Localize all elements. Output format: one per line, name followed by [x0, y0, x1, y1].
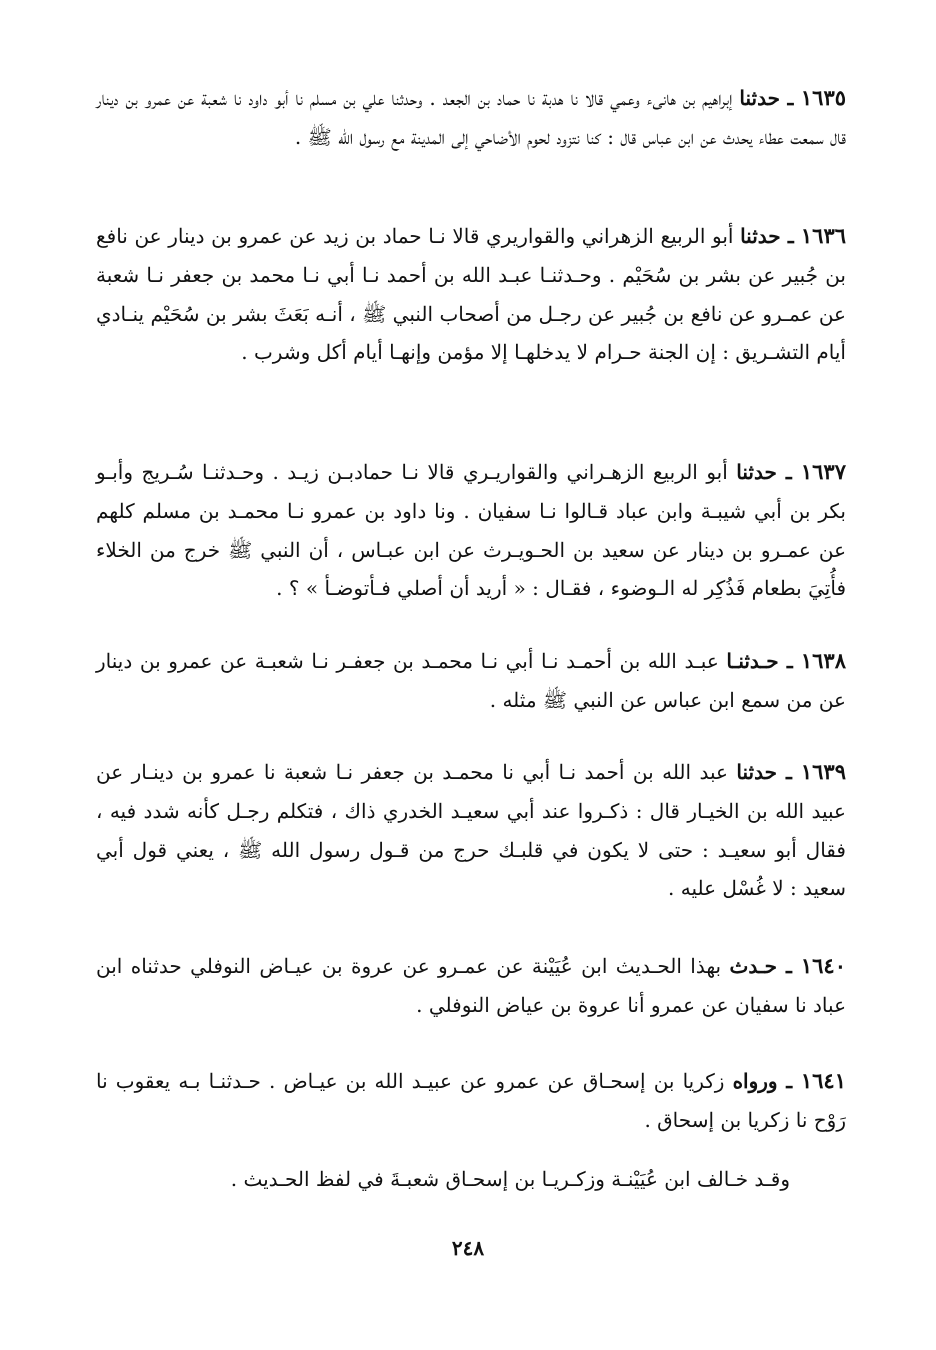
hadith-text: أبو الربيع الزهراني والقواريري قالا نـا حماد بن زيد عن عمرو بن دينار عن نافع بن جُبير عن بشر بن سُحَيْم . وحـدثنـا عبـد الله بن أحمد نـا أبي نـا محمد بن جعفر نـا شعبة عن عمـرو عن نافع بن جُبير عن رجـل من أصحاب النبي ﷺ ، أنـه بَعَثَ بشر بن سُحَيْم ينـادي أيام التشـريق : إن الجنة حـرام لا يدخلهـا إلا مؤمن وإنهـا أيام أكل وشرب .: [96, 224, 846, 365]
hadith-separator: ـ: [776, 460, 801, 484]
hadith-lead-word: ورواه: [732, 1069, 778, 1093]
hadith-text: زكريا بن إسحـاق عن عمرو عن عبيـد الله بن عيـاض . حـدثنـا بـه يعقوب نا رَوْح نا زكريا بن إسحاق .: [96, 1069, 846, 1133]
hadith-text: عبد الله بن أحمد نـا أبي نا محمـد بن جعفر نـا شعبة نا عمرو بن دينـار عن عبيد الله بن الخيـار قال : ذكـروا عند أبي سعيـد الخدري ذاك ، فتكلم رجـل كأنه شدد فيه ، فقال أبو سعيـد : حتى لا يكون في قلبـك حرج من قـول رسول الله ﷺ ، يعني قول أبي سعيد : لا غُسْل عليه .: [96, 760, 846, 901]
hadith-lead-word: حدثنا: [739, 86, 780, 110]
page-number: ٢٤٨: [451, 1236, 485, 1260]
hadith-separator: ـ: [780, 224, 801, 248]
hadith-number: ١٦٤٠: [800, 953, 846, 978]
hadith-number: ١٦٣٨: [800, 648, 846, 673]
hadith-1637: [96, 452, 846, 607]
hadith-1641: [96, 1061, 846, 1140]
hadith-lead-word: حـدثنـا: [726, 649, 779, 673]
hadith-lead-word: حدثنا: [740, 224, 781, 248]
hadith-text: عبـد الله بن أحمـد نـا أبي نـا محمـد بن جعفـر نـا شعبـة عن عمرو بن دينار عن من سمع ابن عباس عن النبي ﷺ مثله .: [96, 649, 846, 713]
hadith-1640: [96, 946, 846, 1025]
hadith-1636: [96, 216, 846, 371]
hadith-separator: ـ: [777, 1069, 801, 1093]
hadith-number: ١٦٣٥: [800, 85, 847, 110]
hadith-number: ١٦٣٦: [800, 223, 847, 248]
hadith-separator: ـ: [777, 954, 801, 978]
closing-note: وقـد خـالف ابن عُيَيْنـة وزكـريـا بن إسحـاق شعبـةَ في لفظ الحـديث .: [230, 1167, 790, 1191]
hadith-1639: [96, 752, 846, 907]
hadith-separator: ـ: [778, 649, 801, 673]
hadith-separator: ـ: [776, 760, 801, 784]
hadith-number: ١٦٣٧: [800, 459, 846, 484]
hadith-lead-word: حدثنا: [736, 460, 777, 484]
hadith-separator: ـ: [779, 86, 801, 110]
hadith-text: أبو الربيع الزهـراني والقواريـري قالا نـا حمادبـن زيـد . وحـدثنـا سُـريج وأبـو بكر بن أبي شيبـة وابن عباد قـالوا نـا سفيان . ونا داود بن عمرو نـا محمـد بن مسلم كلهم عن عمـرو بن دينار عن سعيد بن الحـويـرث عن ابن عبـاس ، أن النبي ﷺ خرج من الخلاء فأُتِيَ بطعام فَذُكِر له الـوضوء ، فقـال : « أريد أن أصلي فـأتوضـأ » ؟ .: [96, 460, 847, 601]
hadith-1638: [96, 641, 846, 720]
hadith-number: ١٦٤١: [800, 1068, 846, 1093]
hadith-number: ١٦٣٩: [800, 759, 846, 784]
hadith-text: إبراهيم بن هانىء وعمي قالا نا هدبة نا حماد بن الجعد . وحدثنا علي بن مسلم نا أبو داود نا شعبة عن عمرو بن دينار قال سمعت عطاء يحدث عن ابن عباس قال : كنا نتزود لحوم الأضاحي إلى المدينة مع رسول اللّه ﷺ .: [96, 86, 846, 150]
hadith-lead-word: حدثنا: [736, 760, 777, 784]
hadith-1635: [96, 78, 846, 157]
hadith-text: بهذا الحـديث ابن عُيَيْنة عن عمـرو عن عروة بن عيـاض النوفلي حدثناه ابن عباد نا سفيان عن عمرو أنا عروة بن عياض النوفلي .: [96, 954, 846, 1018]
hadith-lead-word: حـدث: [729, 954, 778, 978]
